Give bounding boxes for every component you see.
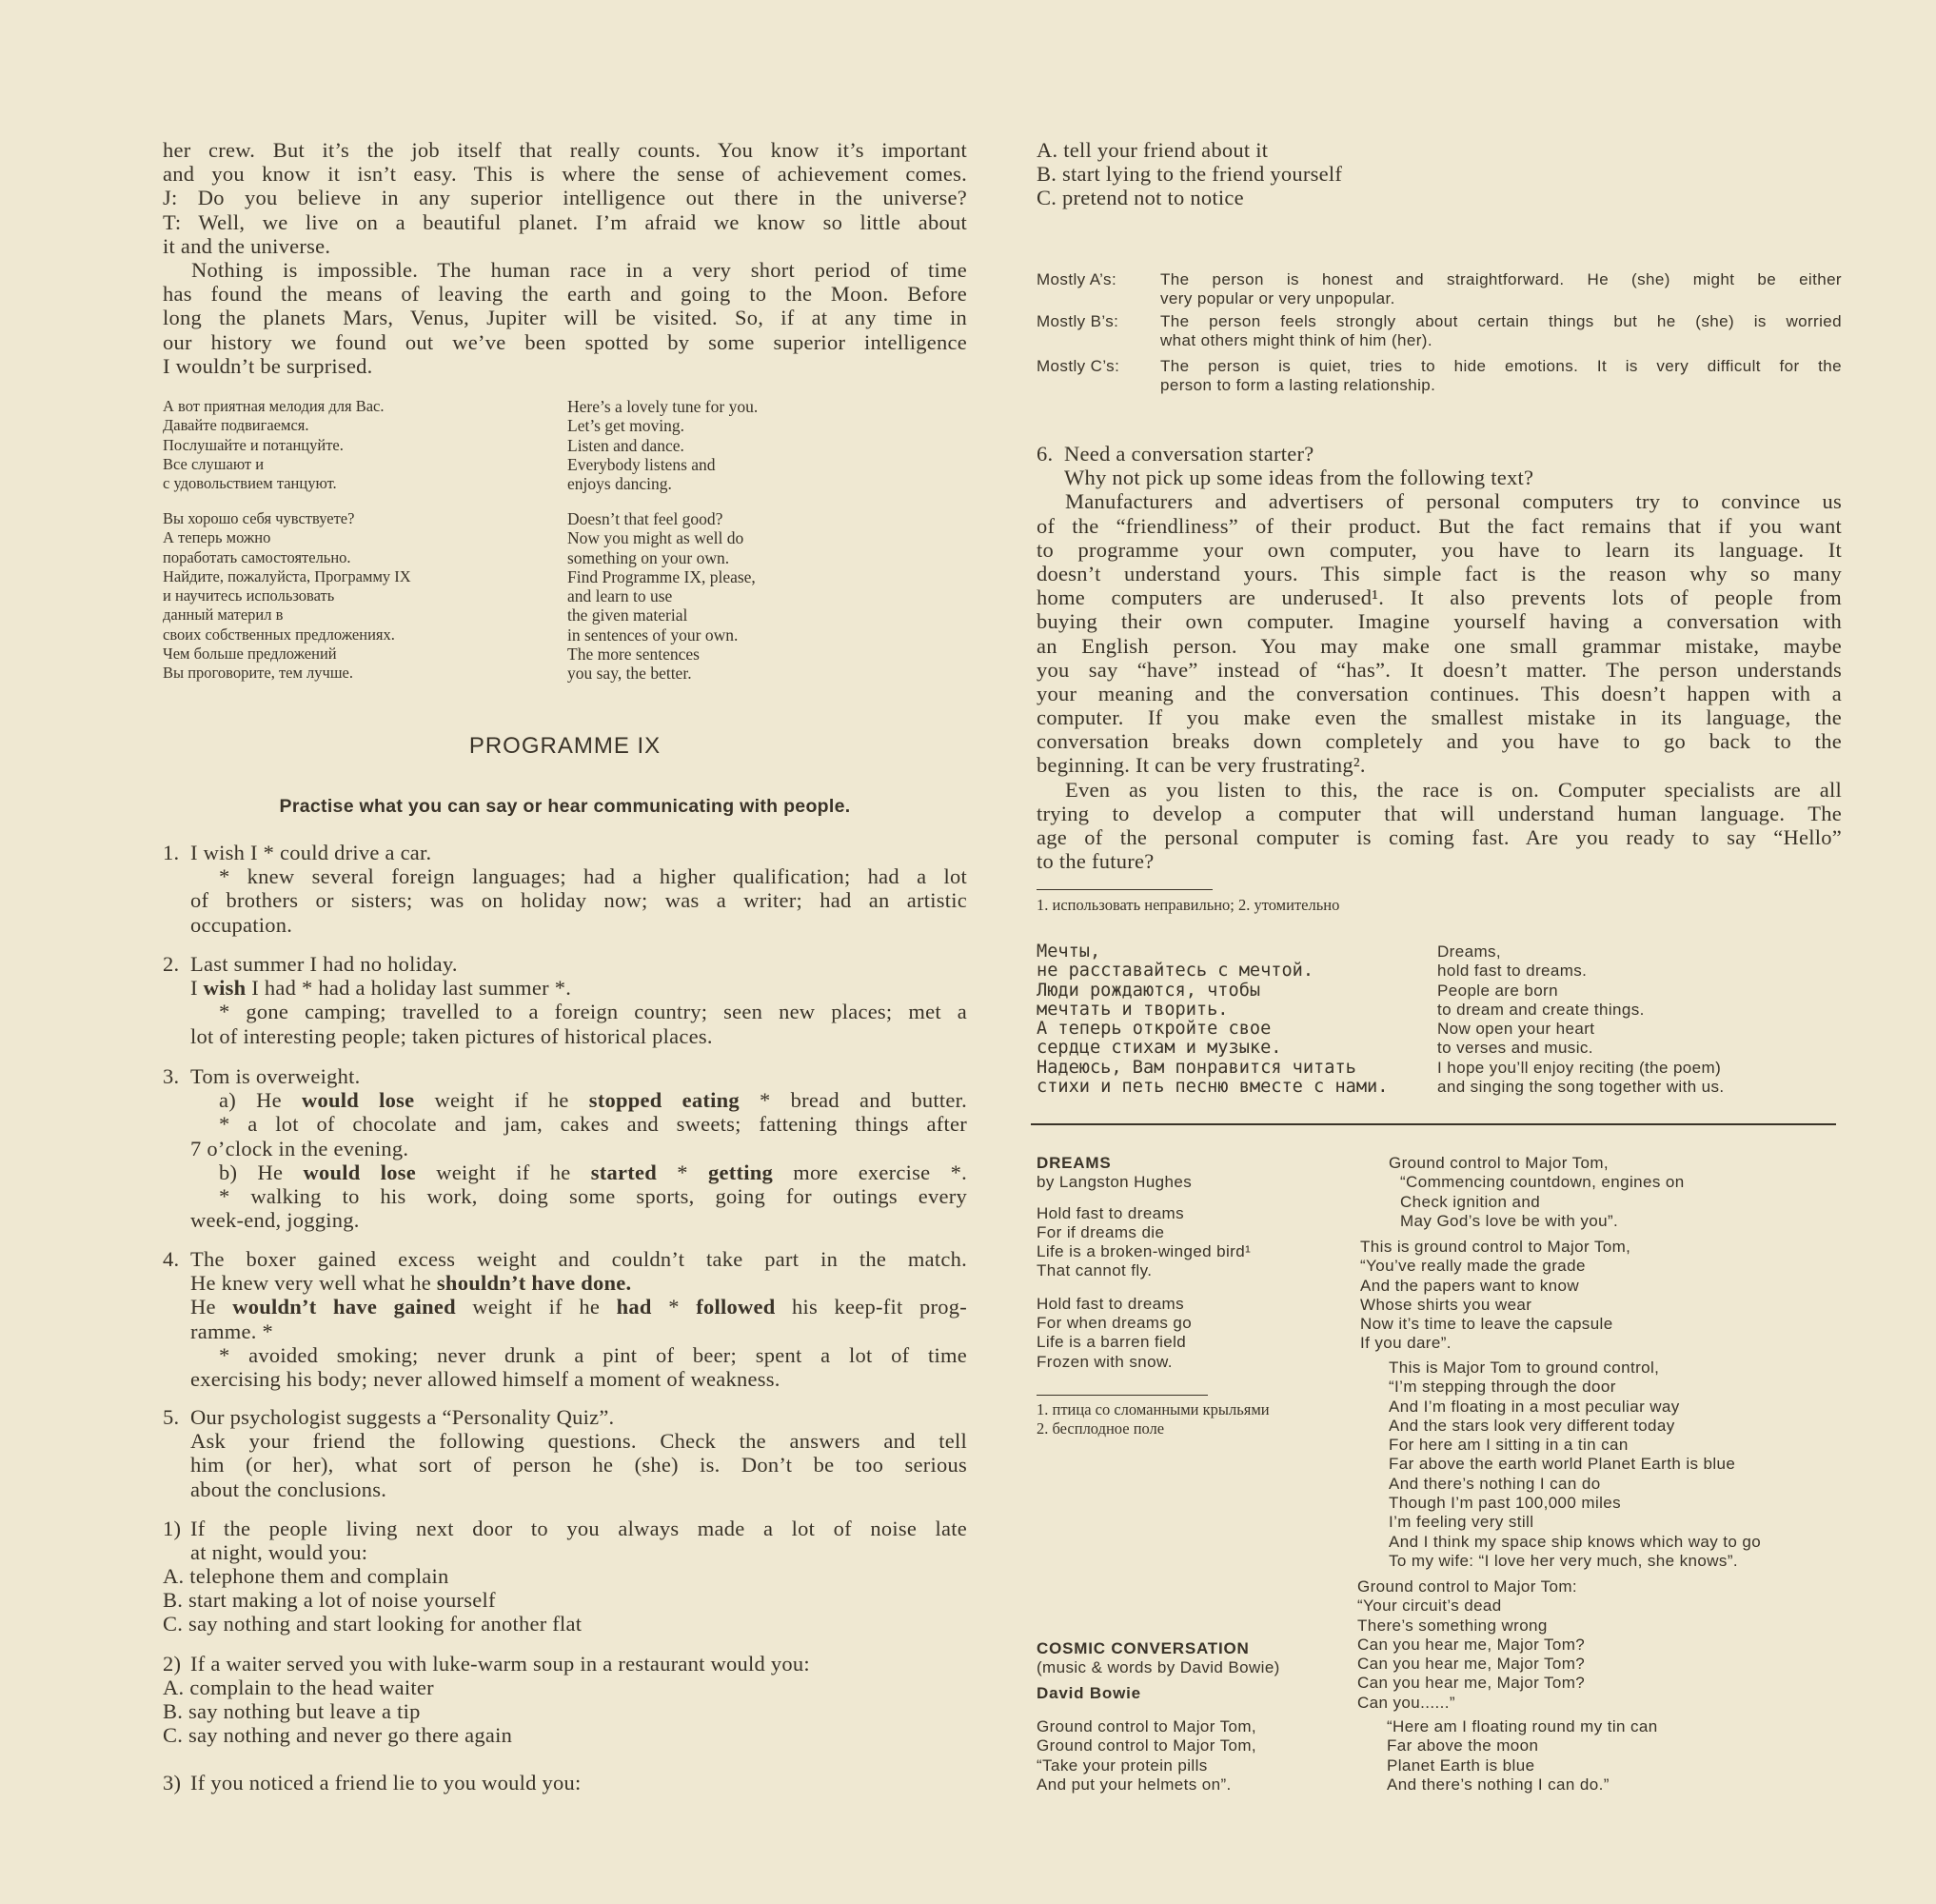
ru-line: Мечты, [1037, 942, 1101, 962]
ru-line: данный материл в [163, 605, 284, 625]
en-line: to dream and create things. [1437, 1000, 1645, 1019]
quiz-question-1 [163, 1517, 967, 1640]
text-line: her crew. But it’s the job itself that really counts. You know it’s important [163, 138, 967, 162]
text-line: He knew very well what he shouldn’t have done. [190, 1271, 632, 1296]
programme-subtitle: Practise what you can say or hear communicating with people. [279, 796, 851, 817]
text-line: exercising his body; never allowed himself a moment of weakness. [190, 1366, 780, 1391]
en-line: I hope you’ll enjoy reciting (the poem) [1437, 1058, 1722, 1077]
russian-instructions-2 [163, 509, 543, 684]
text-line: He wouldn’t have gained weight if he had * followed his keep-fit prog- [190, 1295, 967, 1319]
text-line: home computers are underused¹. It also prevents lots of people from [1037, 585, 1842, 610]
text-line: If a waiter served you with luke-warm soup in a restaurant would you: [190, 1652, 810, 1676]
text-line: trying to develop a computer that will understand human language. The [1037, 801, 1842, 825]
song-opening [1037, 1717, 1360, 1795]
poem-line: For if dreams die [1037, 1222, 1165, 1241]
song-line: Ground control to Major Tom, [1037, 1736, 1257, 1755]
english-instructions-2 [567, 509, 967, 684]
text-line: Even as you listen to this, the race is on. Computer specialists are all [1065, 777, 1842, 802]
en-line: and singing the song together with us. [1437, 1078, 1725, 1097]
song-line: May God’s love be with you”. [1400, 1211, 1619, 1230]
exercise-item-1 [163, 841, 967, 945]
ru-line: своих собственных предложениях. [163, 625, 395, 644]
interview-text [163, 138, 967, 378]
footnote-text: 1. использовать неправильно; 2. утомительно [1037, 896, 1340, 914]
en-line: The more sentences [567, 645, 700, 664]
en-line: something on your own. [567, 547, 730, 567]
song-lyrics-part1 [1389, 1154, 1842, 1231]
footnote-line: 2. бесплодное поле [1037, 1419, 1165, 1438]
en-line: People are born [1437, 981, 1558, 1000]
text-line: a) He would lose weight if he stopped eating * bread and butter. [219, 1088, 967, 1113]
item-number: 3. [163, 1064, 180, 1088]
text-line: I wouldn’t be surprised. [163, 353, 373, 378]
poem-line: Frozen with snow. [1037, 1352, 1173, 1371]
song-line: Check ignition and [1400, 1192, 1541, 1211]
song-line: Whose shirts you wear [1360, 1295, 1532, 1314]
text-line: Why not pick up some ideas from the following text? [1064, 466, 1534, 490]
ru-line: Чем больше предложений [163, 645, 337, 664]
text-line: Need a conversation starter? [1064, 442, 1314, 466]
text-line: long the planets Mars, Venus, Jupiter will be visited. So, if at any time in [163, 306, 967, 330]
text-line: of brothers or sisters; was on holiday now; was a writer; had an artistic [190, 888, 967, 913]
text-line: week-end, jogging. [190, 1208, 360, 1233]
result-text: The person is honest and straightforward. He (she) might be either [1160, 270, 1842, 288]
text-line: to programme your own computer, you have to learn its language. It [1037, 537, 1842, 562]
exercise-item-6 [1037, 442, 1842, 880]
text-line: * knew several foreign languages; had a higher qualification; had a lot [219, 864, 967, 889]
ru-line: Послушайте и потанцуйте. [163, 435, 344, 454]
song-line: This is ground control to Major Tom, [1360, 1238, 1631, 1256]
text-line: ramme. * [190, 1319, 273, 1343]
text-line: If the people living next door to you always made a lot of noise late [190, 1517, 967, 1540]
quiz-option: A. telephone them and complain [163, 1564, 449, 1588]
song-line: “Here am I floating round my tin can [1387, 1717, 1658, 1735]
text-line: T: Well, we live on a beautiful planet. I’m afraid we know so little about [163, 209, 967, 234]
song-lyrics-part2 [1360, 1238, 1842, 1354]
text-line: occupation. [190, 912, 293, 937]
ru-line: не расставайтесь с мечтой. [1037, 962, 1314, 982]
song-line: Planet Earth is blue [1387, 1755, 1535, 1775]
text-line: about the conclusions. [190, 1477, 387, 1501]
section-divider [1031, 1123, 1836, 1125]
ru-line: и научитесь использовать [163, 586, 335, 605]
result-label: Mostly B’s: [1037, 312, 1119, 330]
text-line: beginning. It can be very frustrating². [1037, 753, 1366, 778]
poem-line: Hold fast to dreams [1037, 1203, 1184, 1222]
song-line: Far above the moon [1387, 1736, 1539, 1755]
russian-dreams-intro [1037, 942, 1417, 1097]
song-line: Can you......” [1357, 1693, 1455, 1712]
english-instructions-1 [567, 397, 967, 493]
item-number: 2. [163, 952, 180, 976]
question-number: 1) [163, 1517, 182, 1540]
text-line: Nothing is impossible. The human race in a very short period of time [191, 257, 967, 282]
song-lyrics-part4 [1357, 1577, 1842, 1713]
ru-line: А теперь можно [163, 528, 271, 547]
song-line: And there’s nothing I can do [1389, 1474, 1601, 1493]
song-line: Ground control to Major Tom: [1357, 1577, 1578, 1596]
question-number: 3) [163, 1771, 182, 1795]
ru-line: Найдите, пожалуйста, Программу IX [163, 566, 411, 585]
song-line: This is Major Tom to ground control, [1389, 1359, 1660, 1377]
en-line: enjoys dancing. [567, 474, 672, 494]
computer-text [1037, 489, 1842, 873]
text-line: it and the universe. [163, 233, 331, 258]
quiz-question-2 [163, 1652, 967, 1756]
song-lyrics-part5 [1387, 1717, 1842, 1795]
ru-line: поработать самостоятельно. [163, 547, 351, 566]
song-line: And I think my space ship knows which way to go [1389, 1532, 1762, 1551]
result-text: what others might think of him (her). [1160, 331, 1432, 350]
right-column [1037, 0, 1842, 1904]
ru-line: Давайте подвигаемся. [163, 416, 309, 435]
song-line: And the papers want to know [1360, 1276, 1580, 1295]
result-text: very popular or very unpopular. [1160, 289, 1395, 308]
song-credit: (music & words by David Bowie) [1037, 1658, 1280, 1677]
song-title: COSMIC CONVERSATION [1037, 1639, 1250, 1657]
quiz-question-3-options [1037, 138, 1842, 210]
song-line: Can you hear me, Major Tom? [1357, 1655, 1586, 1674]
en-line: Now open your heart [1437, 1020, 1595, 1039]
item-number: 1. [163, 841, 180, 864]
en-line: you say, the better. [567, 664, 692, 684]
text-line: at night, would you: [190, 1540, 368, 1565]
exercise-item-3 [163, 1064, 967, 1240]
footnote-divider [1037, 889, 1213, 890]
text-line: * avoided smoking; never drunk a pint of beer; spent a lot of time [219, 1342, 967, 1367]
poem-line: Life is a broken-winged bird¹ [1037, 1242, 1252, 1261]
text-line: The boxer gained excess weight and couldn’t take part in the match. [190, 1247, 967, 1271]
ru-line: с удовольствием танцуют. [163, 474, 337, 493]
item-number: 5. [163, 1405, 180, 1429]
quiz-option: A. complain to the head waiter [163, 1676, 434, 1699]
en-line: to verses and music. [1437, 1039, 1593, 1058]
en-line: and learn to use [567, 586, 673, 606]
song-line: “I’m stepping through the door [1389, 1378, 1616, 1397]
poem-title: DREAMS [1037, 1154, 1112, 1172]
ru-line: А теперь откройте свое [1037, 1020, 1272, 1040]
en-line: hold fast to dreams. [1437, 962, 1588, 981]
ru-line: Надеюсь, Вам понравится читать [1037, 1058, 1356, 1078]
text-line: Tom is overweight. [190, 1064, 361, 1088]
quiz-option: A. tell your friend about it [1037, 138, 1269, 162]
song-line: Ground control to Major Tom, [1389, 1154, 1610, 1172]
text-line: our history we found out we’ve been spotted by some superior intelligence [163, 329, 967, 354]
ru-line: мечтать и творить. [1037, 1000, 1229, 1020]
song-line: And there’s nothing I can do.” [1387, 1775, 1610, 1794]
item-number: 4. [163, 1247, 180, 1271]
exercise-item-4 [163, 1247, 967, 1399]
text-line: Manufacturers and advertisers of personal computers try to convince us [1065, 489, 1842, 514]
text-line: I wish I had * had a holiday last summer *. [190, 976, 572, 1001]
song-line: “Your circuit’s dead [1357, 1597, 1502, 1616]
result-text: The person feels strongly about certain things but he (she) is worried [1160, 312, 1842, 330]
text-line: * walking to his work, doing some sports, going for outings every [219, 1183, 967, 1208]
song-line: And the stars look very different today [1389, 1416, 1675, 1435]
result-label: Mostly A’s: [1037, 270, 1117, 288]
song-line: And put your helmets on”. [1037, 1775, 1232, 1794]
text-line: I wish I * could drive a car. [190, 841, 432, 864]
dreams-poem [1037, 1154, 1360, 1372]
en-line: Let’s get moving. [567, 416, 684, 436]
song-line: And I’m floating in a most peculiar way [1389, 1397, 1680, 1416]
quiz-option: C. say nothing and never go there again [163, 1723, 513, 1748]
song-lyrics-part3 [1389, 1359, 1842, 1571]
text-line: buying their own computer. Imagine yourself having a conversation with [1037, 609, 1842, 634]
text-line: to the future? [1037, 849, 1155, 874]
en-line: Here’s a lovely tune for you. [567, 397, 759, 416]
en-line: Dreams, [1437, 942, 1502, 961]
text-line: If you noticed a friend lie to you would you: [190, 1771, 582, 1795]
song-line: Now it’s time to leave the capsule [1360, 1315, 1613, 1334]
poem-footnote-divider [1037, 1395, 1208, 1396]
text-line: b) He would lose weight if he started * getting more exercise *. [219, 1160, 967, 1184]
en-line: the given material [567, 605, 688, 625]
en-line: Listen and dance. [567, 435, 684, 455]
question-number: 2) [163, 1652, 182, 1676]
text-line: him (or her), what sort of person he (she) is. Don’t be too serious [190, 1453, 967, 1478]
text-line: your meaning and the conversation continues. This doesn’t happen with a [1037, 681, 1842, 705]
ru-line: сердце стихам и музыке. [1037, 1039, 1282, 1059]
song-header [1037, 1639, 1360, 1703]
poem-line: That cannot fly. [1037, 1261, 1153, 1280]
poem-author: by Langston Hughes [1037, 1173, 1193, 1192]
ru-line: стихи и петь песню вместе с нами. [1037, 1078, 1389, 1098]
text-line: lot of interesting people; taken pictures of historical places. [190, 1023, 713, 1048]
en-line: in sentences of your own. [567, 625, 739, 645]
text-line: conversation breaks down completely and you have to go back to the [1037, 729, 1842, 754]
song-line: If you dare”. [1360, 1334, 1452, 1353]
item-number: 6. [1037, 442, 1054, 466]
song-line: There’s something wrong [1357, 1616, 1548, 1635]
ru-line: Вы хорошо себя чувствуете? [163, 509, 355, 527]
text-line: J: Do you believe in any superior intelligence out there in the universe? [163, 186, 967, 210]
exercise-item-2 [163, 952, 967, 1057]
en-line: Everybody listens and [567, 454, 716, 474]
ru-line: А вот приятная мелодия для Вас. [163, 397, 385, 415]
quiz-option: C. say nothing and start looking for another flat [163, 1612, 583, 1636]
song-line: Far above the earth world Planet Earth is blue [1389, 1455, 1736, 1474]
en-line: Now you might as well do [567, 528, 744, 548]
exercise-item-5 [163, 1405, 967, 1510]
song-artist: David Bowie [1037, 1683, 1141, 1702]
poem-line: Hold fast to dreams [1037, 1294, 1184, 1313]
result-text: The person is quiet, tries to hide emotions. It is very difficult for the [1160, 357, 1842, 375]
song-line: Though I’m past 100,000 miles [1389, 1494, 1622, 1513]
left-column [163, 0, 967, 1904]
song-line: Ground control to Major Tom, [1037, 1717, 1257, 1735]
en-line: Doesn’t that feel good? [567, 509, 723, 528]
en-line: Find Programme IX, please, [567, 566, 756, 586]
text-line: * gone camping; travelled to a foreign country; seen new places; met a [219, 1000, 967, 1024]
result-text: person to form a lasting relationship. [1160, 376, 1436, 395]
russian-instructions-1 [163, 397, 543, 493]
ru-line: Все слушают и [163, 454, 265, 473]
quiz-option: C. pretend not to notice [1037, 186, 1244, 210]
quiz-results [1037, 270, 1842, 404]
quiz-question-3 [163, 1771, 967, 1799]
poem-footnotes [1037, 1400, 1360, 1439]
quiz-option: B. start making a lot of noise yourself [163, 1588, 496, 1613]
song-line: “Take your protein pills [1037, 1755, 1208, 1775]
text-line: has found the means of leaving the earth and going to the Moon. Before [163, 282, 967, 307]
song-line: “You’ve really made the grade [1360, 1257, 1586, 1276]
text-line: and you know it isn’t easy. This is where the sense of achievement comes. [163, 162, 967, 187]
text-line: 7 o’clock in the evening. [190, 1136, 409, 1160]
quiz-option: B. start lying to the friend yourself [1037, 162, 1343, 187]
programme-title: PROGRAMME IX [468, 733, 662, 759]
song-line: To my wife: “I love her very much, she knows”. [1389, 1551, 1739, 1570]
text-line: an English person. You may make one small grammar mistake, maybe [1037, 633, 1842, 658]
text-line: * a lot of chocolate and jam, cakes and sweets; fattening things after [219, 1112, 967, 1137]
song-line: Can you hear me, Major Tom? [1357, 1674, 1586, 1693]
text-line: Our psychologist suggests a “Personality Quiz”. [190, 1405, 615, 1429]
song-line: I’m feeling very still [1389, 1513, 1534, 1532]
footnote-line: 1. птица со сломанными крыльями [1037, 1400, 1270, 1418]
ru-line: Люди рождаются, чтобы [1037, 981, 1261, 1001]
result-label: Mostly C’s: [1037, 357, 1120, 375]
quiz-option: B. say nothing but leave a tip [163, 1699, 421, 1724]
text-line: you say “have” instead of “has”. It doesn’t matter. The person understands [1037, 657, 1842, 682]
text-line: computer. If you make even the smallest mistake in its language, the [1037, 705, 1842, 730]
text-line: Last summer I had no holiday. [190, 952, 458, 976]
text-line: of the “friendliness” of their product. But the fact remains that if you want [1037, 513, 1842, 538]
song-line: “Commencing countdown, engines on [1400, 1173, 1685, 1192]
poem-line: Life is a barren field [1037, 1333, 1187, 1352]
song-line: Can you hear me, Major Tom? [1357, 1635, 1586, 1654]
text-line: Ask your friend the following questions. Check the answers and tell [190, 1429, 967, 1454]
english-dreams-intro [1437, 942, 1842, 1097]
text-line: doesn’t understand yours. This simple fact is the reason why so many [1037, 561, 1842, 585]
poem-line: For when dreams go [1037, 1314, 1193, 1333]
ru-line: Вы проговорите, тем лучше. [163, 664, 353, 683]
song-line: For here am I sitting in a tin can [1389, 1436, 1629, 1455]
text-line: age of the personal computer is coming fast. Are you ready to say “Hello” [1037, 825, 1842, 850]
